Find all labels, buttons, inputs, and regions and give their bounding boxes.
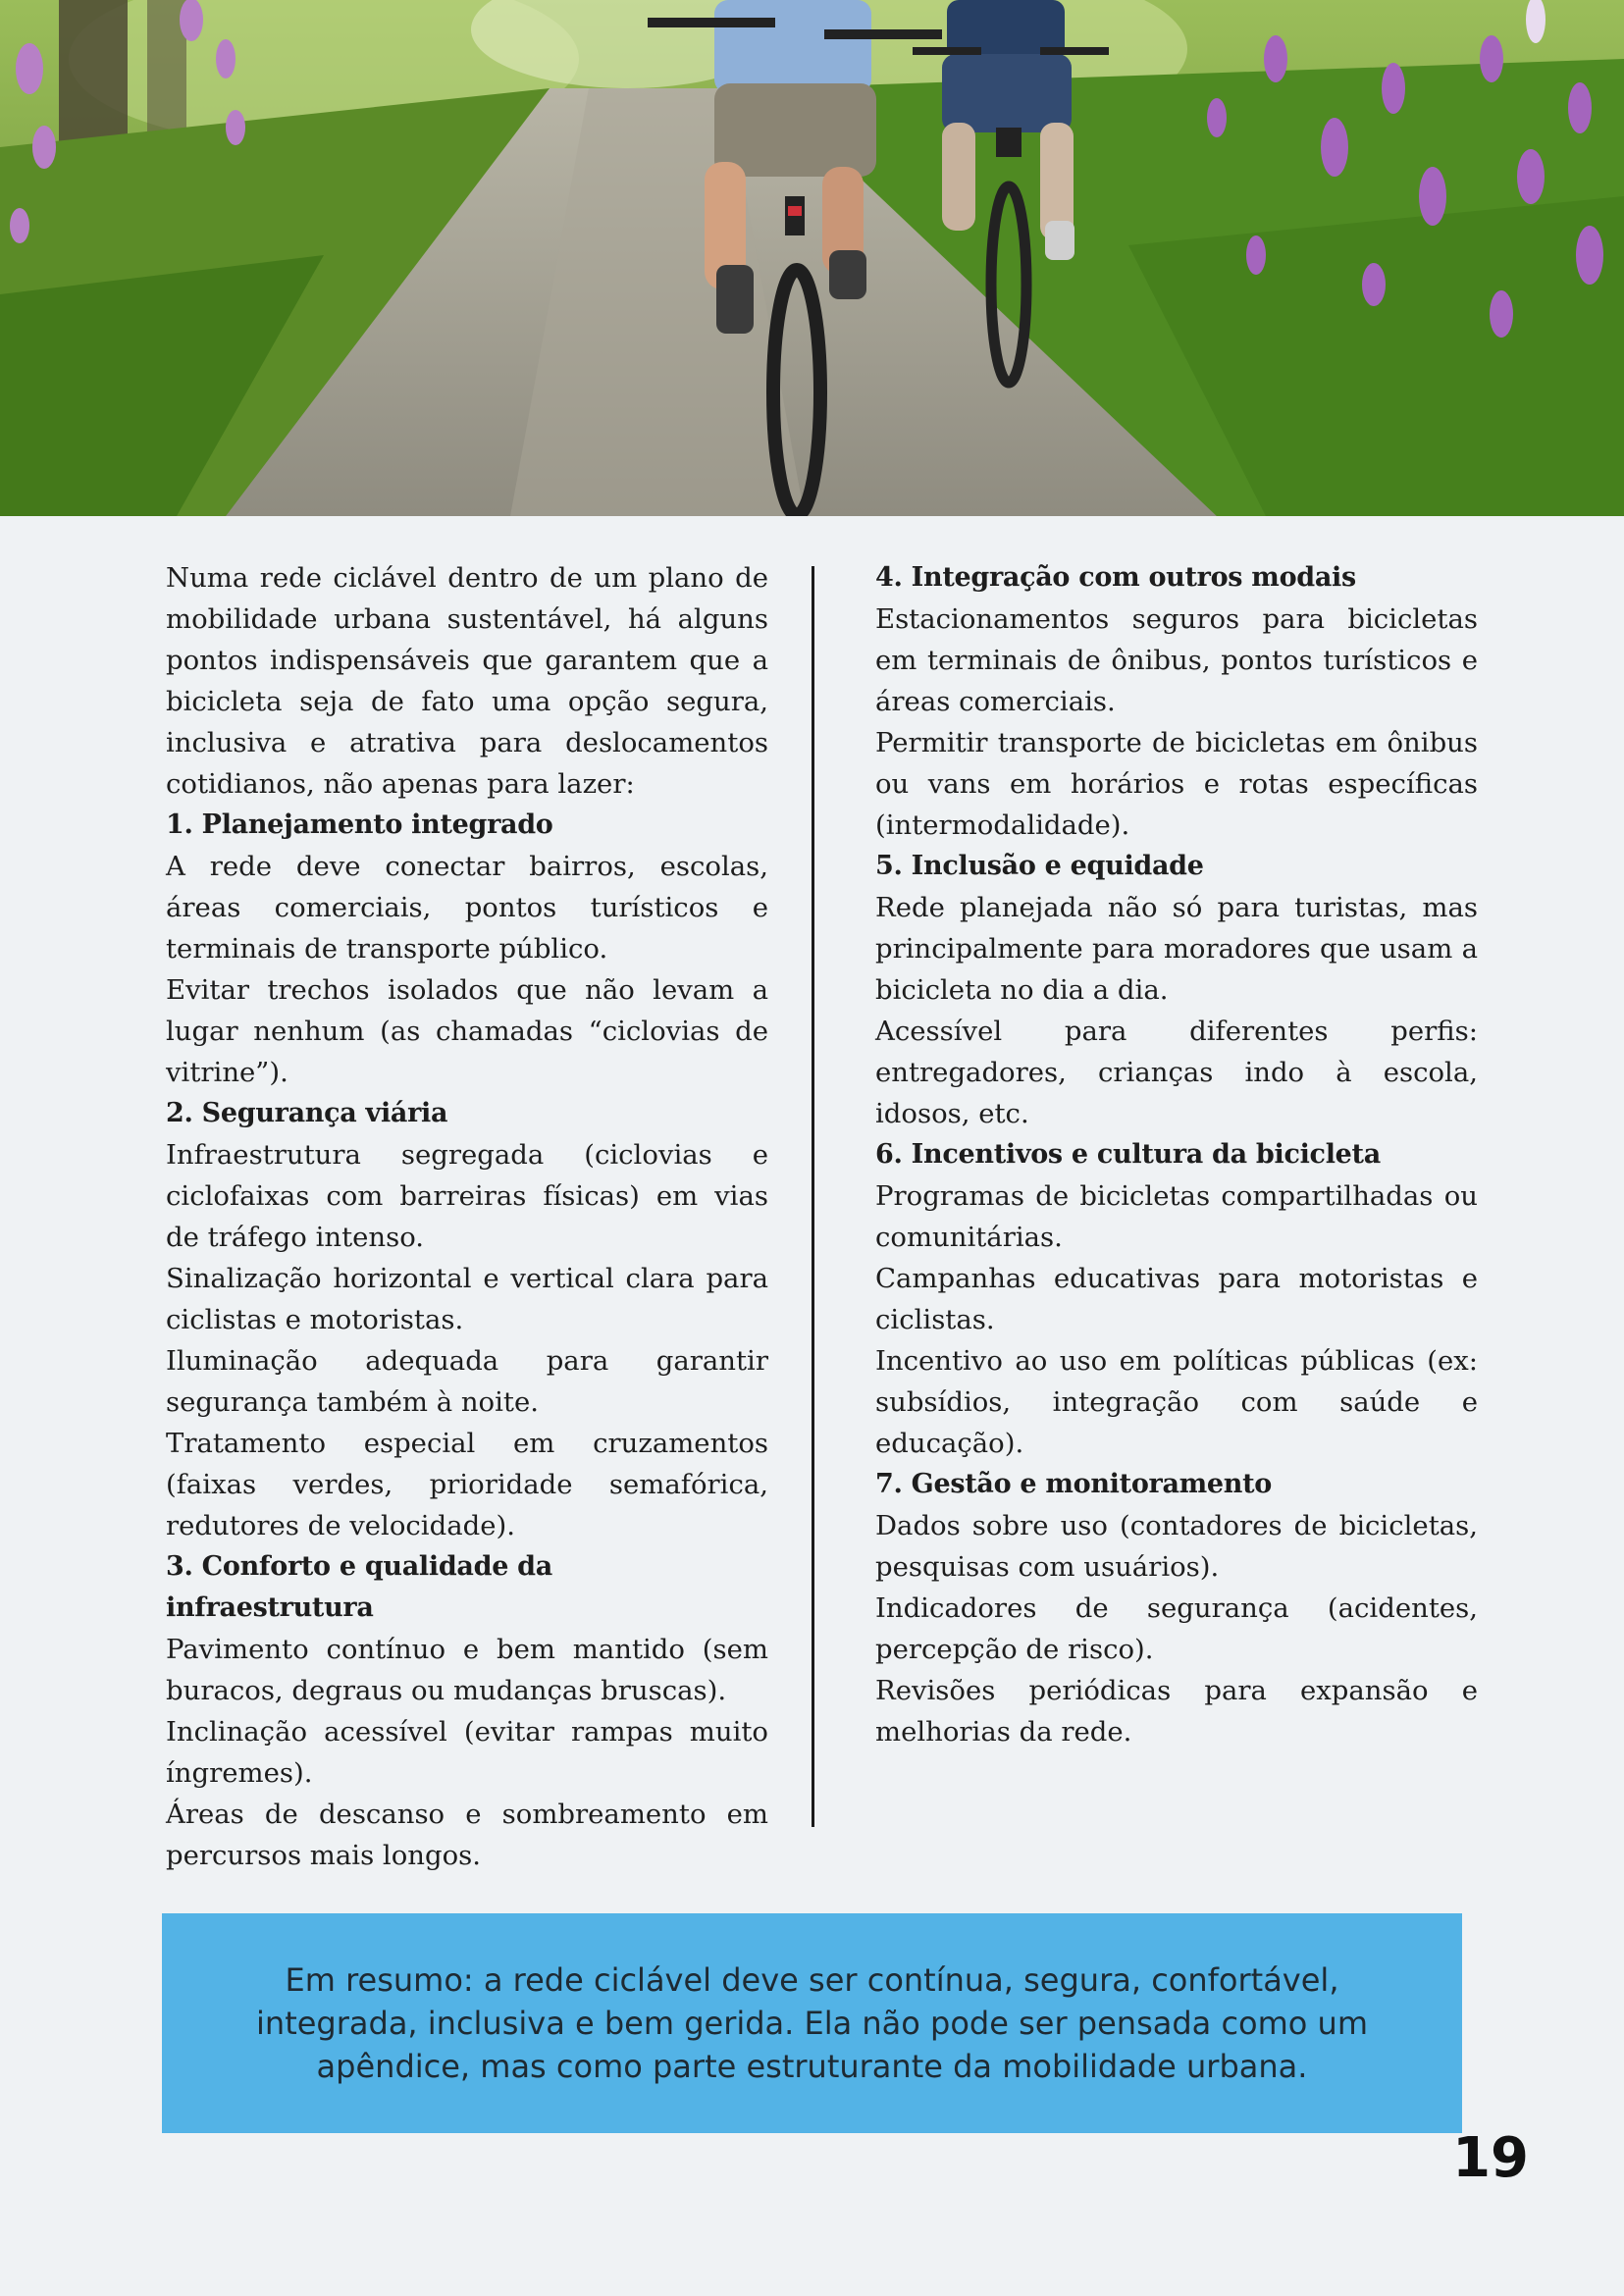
section-paragraph: Acessível para diferentes perfis: entregadores, crianças indo à escola, idosos, etc. <box>875 1016 1478 1129</box>
section-paragraph: Inclinação acessível (evitar rampas muito íngremes). <box>166 1716 768 1789</box>
section-paragraph: Incentivo ao uso em políticas públicas (ex: subsídios, integração com saúde e educação). <box>875 1345 1478 1459</box>
summary-box <box>162 1913 1462 2133</box>
section-paragraph: Áreas de descanso e sombreamento em percursos mais longos. <box>166 1799 768 1871</box>
section-paragraph: Infraestrutura segregada (ciclovias e ciclofaixas com barreiras físicas) em vias de tráfego intenso. <box>166 1139 768 1253</box>
section-paragraph: Tratamento especial em cruzamentos (faixas verdes, prioridade semafórica, redutores de velocidade). <box>166 1428 768 1541</box>
section-heading-seguranca: 2. Segurança viária <box>166 1098 448 1128</box>
section-paragraph: Indicadores de segurança (acidentes, percepção de risco). <box>875 1592 1478 1665</box>
section-heading-gestao: 7. Gestão e monitoramento <box>875 1469 1272 1499</box>
section-paragraph: Programas de bicicletas compartilhadas ou comunitárias. <box>875 1180 1478 1253</box>
column-divider <box>812 566 814 1827</box>
page-number: 19 <box>1452 2126 1529 2190</box>
section-paragraph: Revisões periódicas para expansão e melhorias da rede. <box>875 1675 1478 1748</box>
header-photo-cyclists <box>0 0 1624 516</box>
intro-paragraph: Numa rede ciclável dentro de um plano de mobilidade urbana sustentável, há alguns pontos indispensáveis que garantem que a bicicleta seja de fato uma opção segura, inclusiva e atrativa para deslocamentos cotidianos, não apenas para lazer: <box>166 562 768 800</box>
section-heading-integracao: 4. Integração com outros modais <box>875 562 1356 593</box>
section-heading-incentivos: 6. Incentivos e cultura da bicicleta <box>875 1139 1381 1170</box>
section-paragraph: Pavimento contínuo e bem mantido (sem buracos, degraus ou mudanças bruscas). <box>166 1634 768 1706</box>
section-paragraph: Permitir transporte de bicicletas em ônibus ou vans em horários e rotas específicas (intermodalidade). <box>875 727 1478 841</box>
section-paragraph: Sinalização horizontal e vertical clara para ciclistas e motoristas. <box>166 1263 768 1335</box>
summary-text: Em resumo: a rede ciclável deve ser contínua, segura, confortável, integrada, inclusiva e bem gerida. Ela não pode ser pensada como um apêndice, mas como parte estruturante da mobilidade urbana. <box>256 1961 1368 2085</box>
section-heading-conforto: 3. Conforto e qualidade da infraestrutura <box>166 1551 552 1623</box>
section-paragraph: Estacionamentos seguros para bicicletas em terminais de ônibus, pontos turísticos e áreas comerciais. <box>875 603 1478 717</box>
section-paragraph: Rede planejada não só para turistas, mas principalmente para moradores que usam a bicicleta no dia a dia. <box>875 892 1478 1006</box>
section-paragraph: Dados sobre uso (contadores de bicicletas, pesquisas com usuários). <box>875 1510 1478 1583</box>
right-column <box>875 557 1478 1752</box>
section-paragraph: A rede deve conectar bairros, escolas, áreas comerciais, pontos turísticos e terminais de transporte público. <box>166 851 768 965</box>
section-paragraph: Campanhas educativas para motoristas e ciclistas. <box>875 1263 1478 1335</box>
section-paragraph: Evitar trechos isolados que não levam a lugar nenhum (as chamadas “ciclovias de vitrine”). <box>166 974 768 1088</box>
section-paragraph: Iluminação adequada para garantir segurança também à noite. <box>166 1345 768 1418</box>
section-heading-planejamento: 1. Planejamento integrado <box>166 809 553 840</box>
section-heading-inclusao: 5. Inclusão e equidade <box>875 851 1204 881</box>
left-column <box>166 557 768 1876</box>
